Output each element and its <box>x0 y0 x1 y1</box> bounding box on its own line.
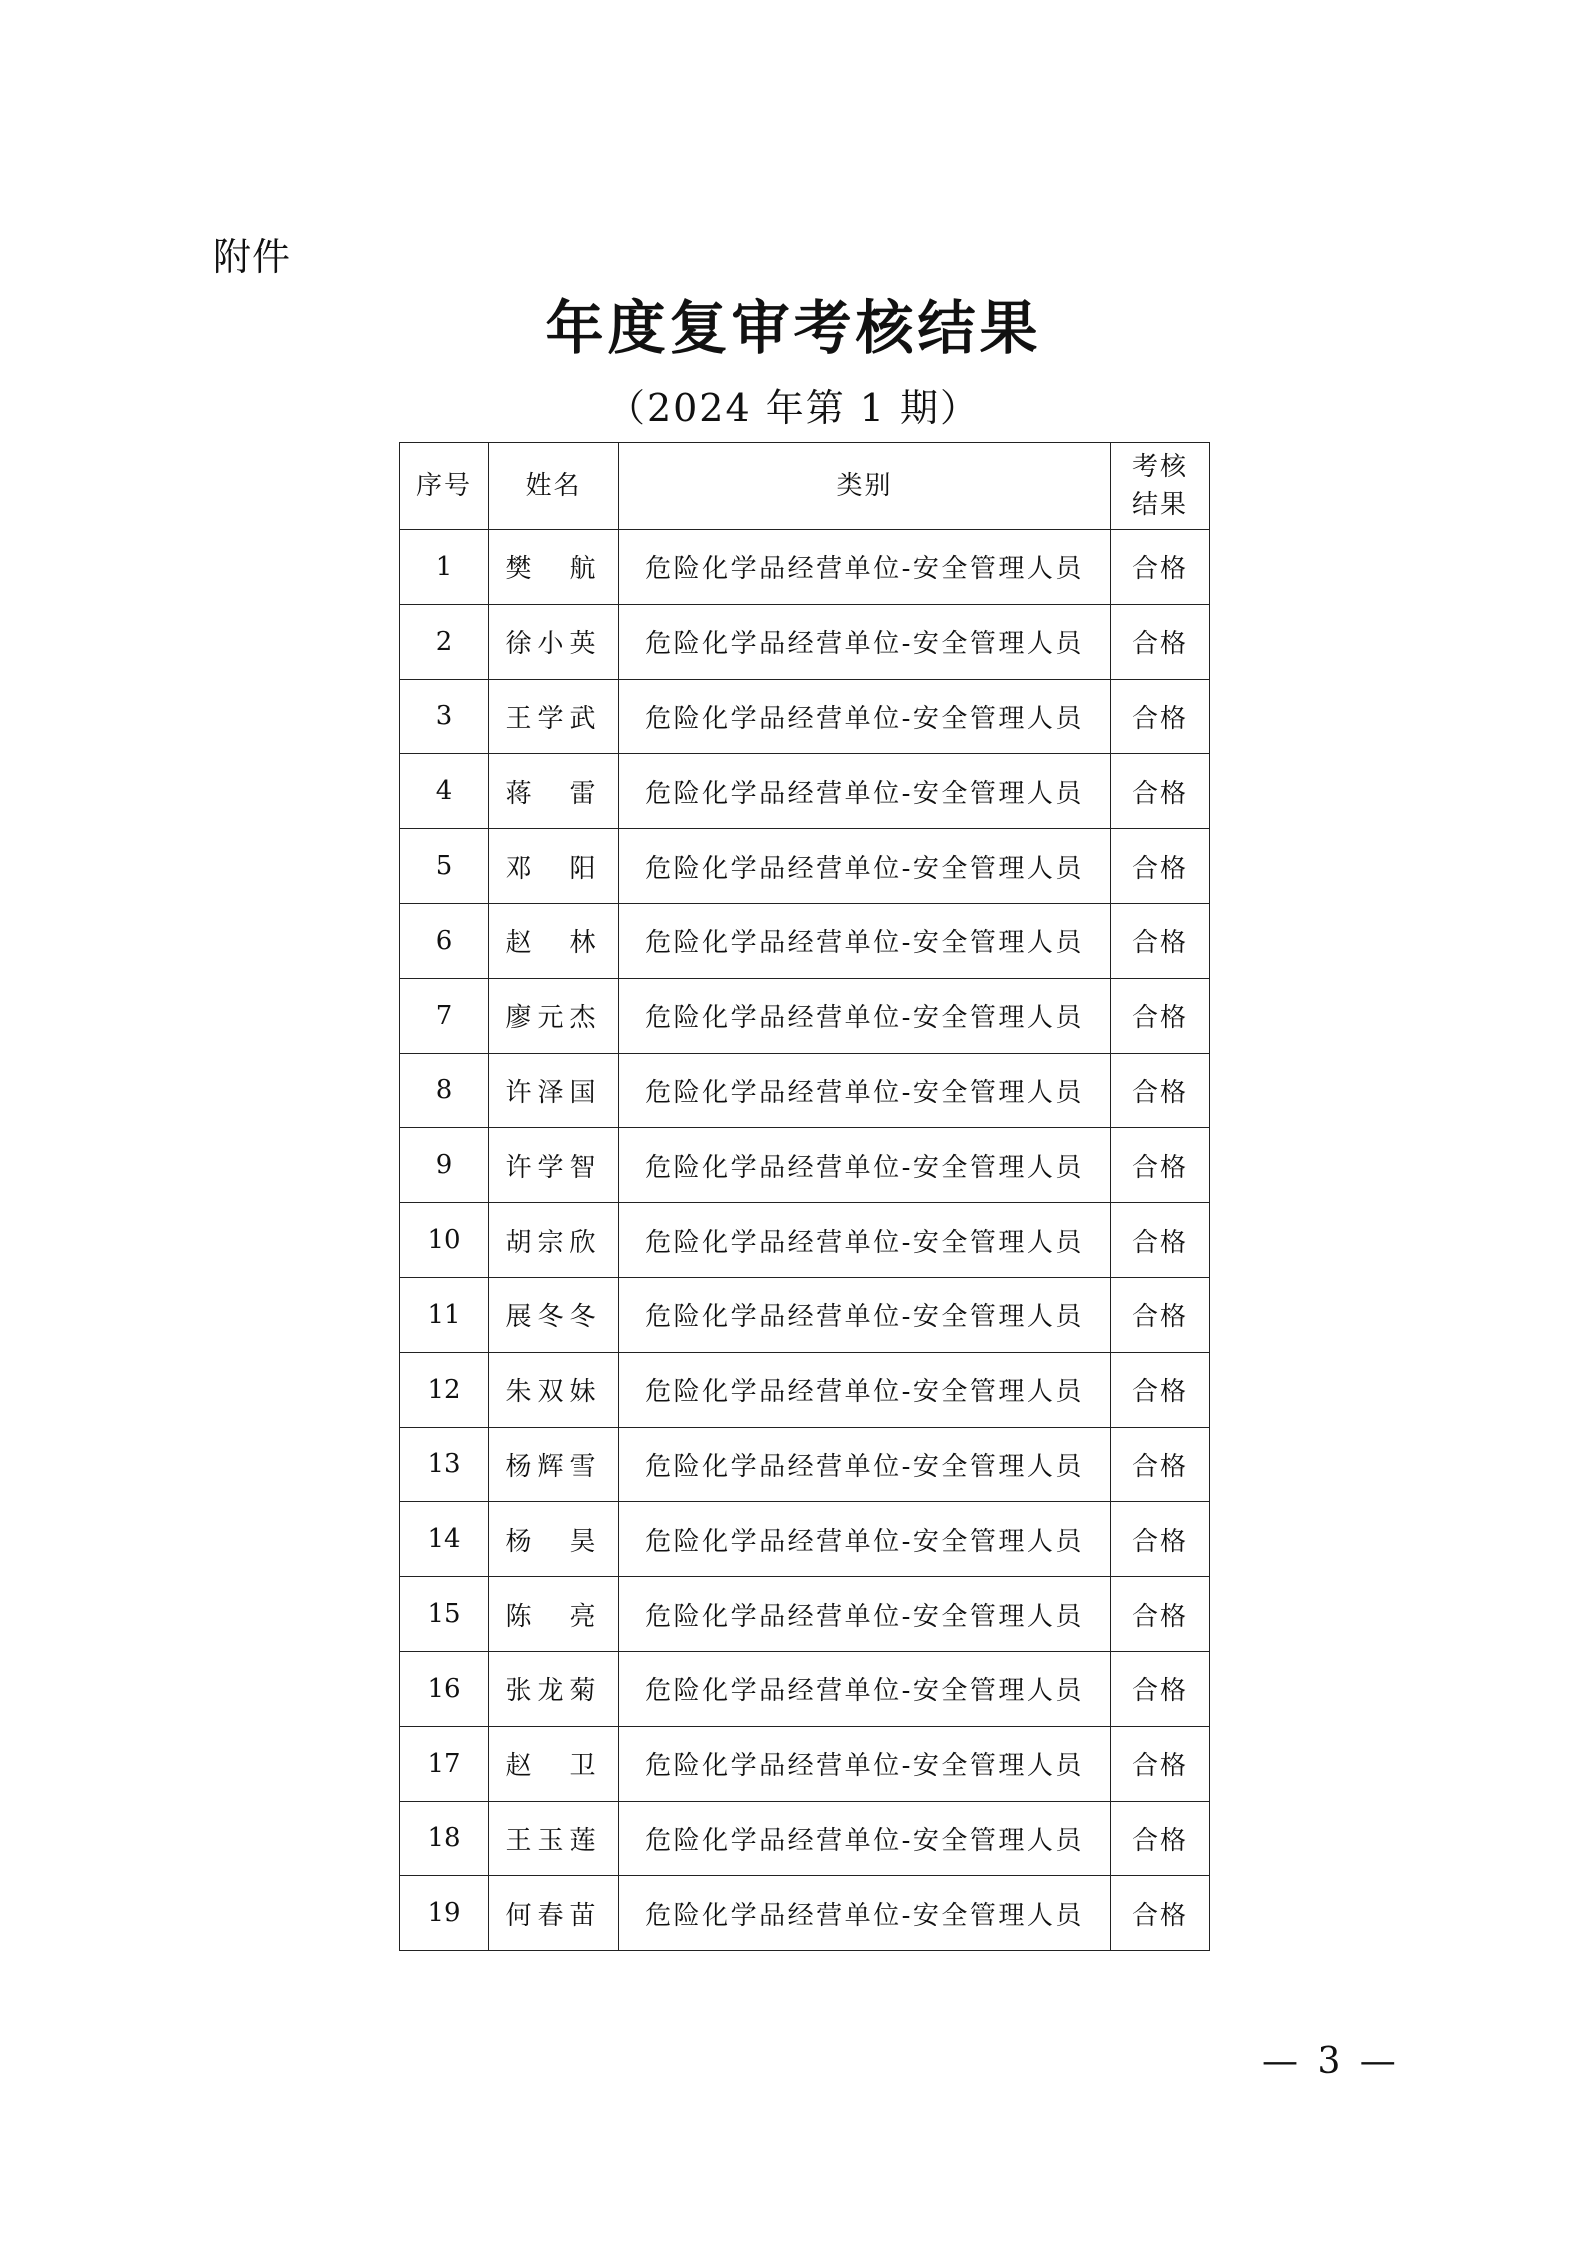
attachment-label: 附件 <box>213 235 292 279</box>
table-row <box>400 978 1210 1053</box>
row-result: 合格 <box>1111 1876 1210 1951</box>
table-row <box>400 1726 1210 1801</box>
document-subtitle: （2024 年第 1 期） <box>606 386 981 430</box>
row-seq: 13 <box>400 1427 489 1502</box>
row-name: 邓 阳 <box>489 829 619 904</box>
table-row <box>400 679 1210 754</box>
row-seq: 8 <box>400 1053 489 1128</box>
header-result <box>1111 443 1210 530</box>
table-row <box>400 1577 1210 1652</box>
table-row <box>400 829 1210 904</box>
row-result: 合格 <box>1111 679 1210 754</box>
row-name: 朱双妹 <box>489 1352 619 1427</box>
table-row <box>400 903 1210 978</box>
row-result: 合格 <box>1111 1352 1210 1427</box>
row-name: 杨 昊 <box>489 1502 619 1577</box>
row-category: 危险化学品经营单位-安全管理人员 <box>619 1277 1111 1352</box>
row-name: 许学智 <box>489 1128 619 1203</box>
table-row <box>400 1651 1210 1726</box>
row-seq: 18 <box>400 1801 489 1876</box>
header-result-line1: 考核 <box>1131 452 1188 482</box>
row-name: 杨辉雪 <box>489 1427 619 1502</box>
header-category: 类别 <box>619 443 1111 530</box>
row-name: 徐小英 <box>489 604 619 679</box>
row-category: 危险化学品经营单位-安全管理人员 <box>619 604 1111 679</box>
row-result: 合格 <box>1111 1053 1210 1128</box>
table-row <box>400 1876 1210 1951</box>
row-result: 合格 <box>1111 1651 1210 1726</box>
header-name: 姓名 <box>489 443 619 530</box>
row-name: 赵 卫 <box>489 1726 619 1801</box>
row-seq: 14 <box>400 1502 489 1577</box>
table-row <box>400 1801 1210 1876</box>
table-row <box>400 1352 1210 1427</box>
table-row <box>400 1502 1210 1577</box>
row-seq: 10 <box>400 1203 489 1278</box>
row-category: 危险化学品经营单位-安全管理人员 <box>619 1801 1111 1876</box>
row-name: 王玉莲 <box>489 1801 619 1876</box>
row-result: 合格 <box>1111 1203 1210 1278</box>
table-body <box>400 530 1210 1951</box>
row-category: 危险化学品经营单位-安全管理人员 <box>619 1502 1111 1577</box>
row-seq: 4 <box>400 754 489 829</box>
row-seq: 15 <box>400 1577 489 1652</box>
row-seq: 1 <box>400 530 489 605</box>
row-seq: 2 <box>400 604 489 679</box>
row-result: 合格 <box>1111 1128 1210 1203</box>
row-result: 合格 <box>1111 1502 1210 1577</box>
results-table <box>399 442 1210 1951</box>
row-seq: 7 <box>400 978 489 1053</box>
table-row <box>400 1053 1210 1128</box>
row-result: 合格 <box>1111 754 1210 829</box>
row-name: 赵 林 <box>489 903 619 978</box>
row-seq: 5 <box>400 829 489 904</box>
row-name: 胡宗欣 <box>489 1203 619 1278</box>
row-result: 合格 <box>1111 604 1210 679</box>
table-row <box>400 1277 1210 1352</box>
row-name: 廖元杰 <box>489 978 619 1053</box>
table-row <box>400 530 1210 605</box>
row-result: 合格 <box>1111 1726 1210 1801</box>
header-seq: 序号 <box>400 443 489 530</box>
row-seq: 16 <box>400 1651 489 1726</box>
row-result: 合格 <box>1111 903 1210 978</box>
row-result: 合格 <box>1111 1277 1210 1352</box>
row-result: 合格 <box>1111 1577 1210 1652</box>
row-seq: 3 <box>400 679 489 754</box>
row-category: 危险化学品经营单位-安全管理人员 <box>619 1577 1111 1652</box>
document-title: 年度复审考核结果 <box>545 294 1042 362</box>
row-seq: 6 <box>400 903 489 978</box>
page-number: — 3 — <box>1262 2041 1400 2082</box>
row-result: 合格 <box>1111 1427 1210 1502</box>
row-category: 危险化学品经营单位-安全管理人员 <box>619 679 1111 754</box>
row-name: 王学武 <box>489 679 619 754</box>
table-row <box>400 1427 1210 1502</box>
row-result: 合格 <box>1111 829 1210 904</box>
row-seq: 9 <box>400 1128 489 1203</box>
row-name: 樊 航 <box>489 530 619 605</box>
row-result: 合格 <box>1111 530 1210 605</box>
table-row <box>400 1128 1210 1203</box>
row-category: 危险化学品经营单位-安全管理人员 <box>619 829 1111 904</box>
row-category: 危险化学品经营单位-安全管理人员 <box>619 1651 1111 1726</box>
header-row <box>400 443 1210 530</box>
table-row <box>400 754 1210 829</box>
row-category: 危险化学品经营单位-安全管理人员 <box>619 1203 1111 1278</box>
row-category: 危险化学品经营单位-安全管理人员 <box>619 1352 1111 1427</box>
row-name: 蒋 雷 <box>489 754 619 829</box>
row-category: 危险化学品经营单位-安全管理人员 <box>619 754 1111 829</box>
row-name: 陈 亮 <box>489 1577 619 1652</box>
row-category: 危险化学品经营单位-安全管理人员 <box>619 903 1111 978</box>
row-result: 合格 <box>1111 978 1210 1053</box>
table-row <box>400 1203 1210 1278</box>
row-seq: 12 <box>400 1352 489 1427</box>
table-header <box>400 443 1210 530</box>
header-result-line2: 结果 <box>1131 490 1188 520</box>
row-category: 危险化学品经营单位-安全管理人员 <box>619 1427 1111 1502</box>
row-category: 危险化学品经营单位-安全管理人员 <box>619 1726 1111 1801</box>
row-category: 危险化学品经营单位-安全管理人员 <box>619 978 1111 1053</box>
row-name: 许泽国 <box>489 1053 619 1128</box>
row-name: 展冬冬 <box>489 1277 619 1352</box>
row-seq: 17 <box>400 1726 489 1801</box>
row-seq: 19 <box>400 1876 489 1951</box>
row-category: 危险化学品经营单位-安全管理人员 <box>619 530 1111 605</box>
row-result: 合格 <box>1111 1801 1210 1876</box>
row-seq: 11 <box>400 1277 489 1352</box>
row-category: 危险化学品经营单位-安全管理人员 <box>619 1876 1111 1951</box>
row-category: 危险化学品经营单位-安全管理人员 <box>619 1053 1111 1128</box>
row-category: 危险化学品经营单位-安全管理人员 <box>619 1128 1111 1203</box>
table-row <box>400 604 1210 679</box>
row-name: 张龙菊 <box>489 1651 619 1726</box>
row-name: 何春苗 <box>489 1876 619 1951</box>
